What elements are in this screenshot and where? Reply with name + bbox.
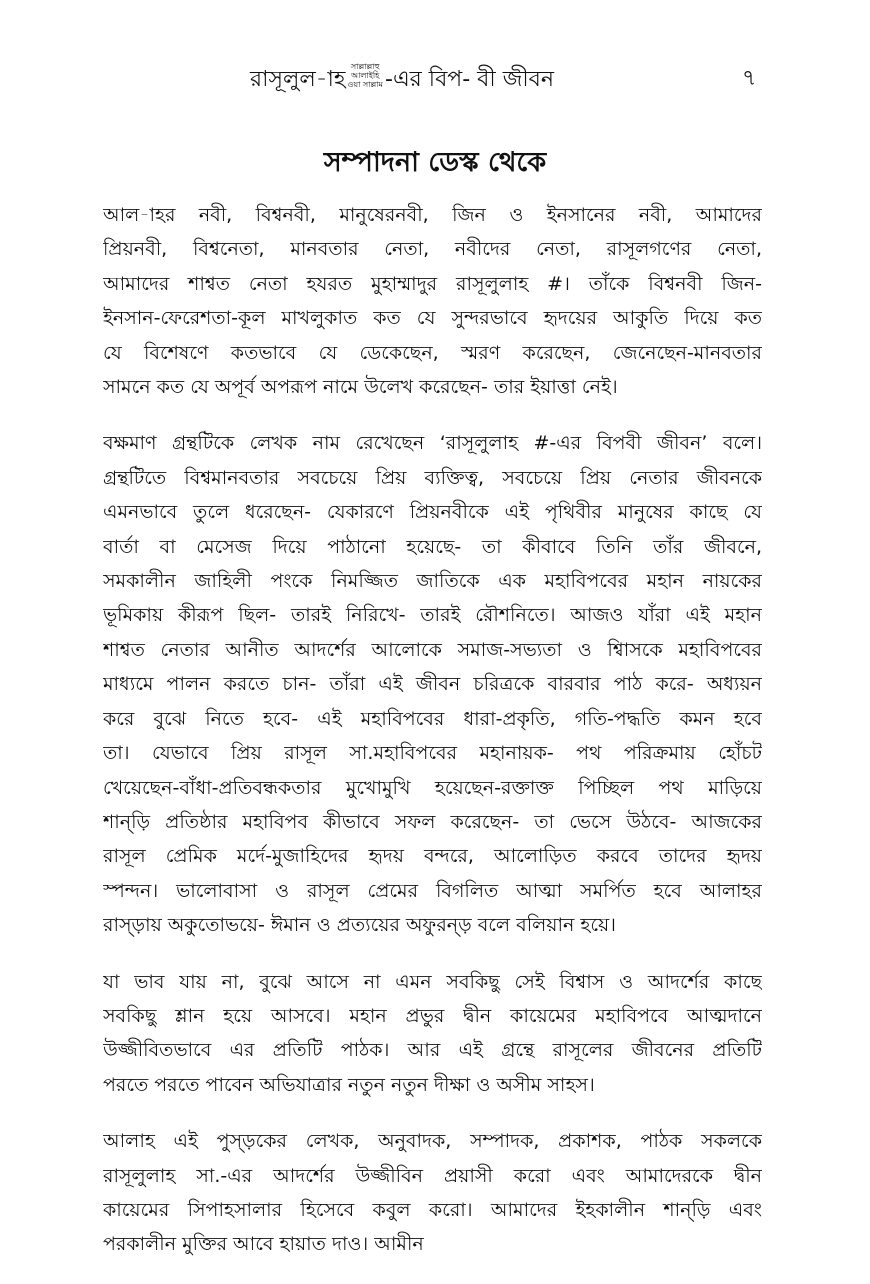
text-line: শাশ্বত নেতার আনীত আদর্শের আলোকে সমাজ-সভ্যতা ও শ্বিাসকে মহাবিপবের [103, 638, 762, 661]
header-title-suffix: -এর বিপ- বী জীবন [385, 66, 555, 92]
text-line: প্রিয়নবী, বিশ্বনেতা, মানবতার নেতা, নবীদের নেতা, রাসূলগণের নেতা, [103, 238, 762, 261]
text-line: যে বিশেষণে কতভাবে যে ডেকেছেন, স্মরণ করেছেন, জেনেছেন-মানবতার [103, 341, 762, 364]
section-heading: সম্পাদনা ডেস্ক থেকে [323, 147, 547, 178]
text-line: ইনসান-ফেরেশতা-কূল মাখলুকাত কত যে সুন্দরভাবে হৃদয়ের আকুতি দিয়ে কত [103, 307, 762, 330]
running-header [0, 58, 870, 98]
salutation-line: ওয়া সাল্লাম [347, 80, 383, 89]
text-line: তা। যেভাবে প্রিয় রাসূল সা.মহাবিপবের মহানায়ক- পথ পরিক্রমায় হোঁচট [103, 742, 762, 765]
text-line: আল-াহর নবী, বিশ্বনবী, মানুষেরনবী, জিন ও ইনসানের নবী, আমাদের [103, 204, 762, 226]
text-line: কায়েমের সিপাহসালার হিসেবে কবুল করো। আমাদের ইহকালীন শান্‌ড়ি এবং [103, 1198, 762, 1221]
body-text [103, 198, 762, 1284]
salutation-line: আলাইহি [351, 71, 380, 80]
text-line: আলাহ এই পুস্‌ড়কের লেখক, অনুবাদক, সম্পাদক, প্রকাশক, পাঠক সকলকে [103, 1130, 762, 1153]
text-line: স্পন্দন। ভালোবাসা ও রাসূল প্রেমের বিগলিত আত্মা সমর্পিত হবে আলাহর [103, 879, 762, 902]
text-line: পরতে পরতে পাবেন অভিযাত্রার নতুন নতুন দীক্ষা ও অসীম সাহস। [103, 1073, 595, 1096]
text-line: খেয়েছেন-বাঁধা-প্রতিবন্ধকতার মুখোমুখি হয়েছেন-রক্তাক্ত পিচ্ছিল পথ মাড়িয়ে [103, 776, 762, 799]
paragraph-1 [103, 198, 762, 404]
page-number: ৭ [742, 66, 757, 91]
text-line: বার্তা বা মেসেজ দিয়ে পাঠানো হয়েছে- তা কীবাবে তিনি তাঁর জীবনে, [103, 535, 762, 558]
text-line: যা ভাব যায় না, বুঝে আসে না এমন সবকিছু সেই বিশ্বাস ও আদর্শের কাছে [103, 970, 762, 993]
header-title-prefix: রাসূলুল-াহ [250, 66, 346, 92]
paragraph-2 [103, 426, 762, 942]
text-line: বক্ষমাণ গ্রন্থটিকে লেখক নাম রেখেছেন ‘রাসূলুলাহ #-এর বিপবী জীবন’ বলে। [103, 432, 762, 455]
text-line: ভূমিকায় কীরূপ ছিল- তারই নিরিখে- তারই রৌশনিতে। আজও যাঁরা এই মহান [103, 604, 762, 627]
text-line: রাসূল প্রেমিক মর্দে-মুজাহিদের হৃদয় বন্দরে, আলোড়িত করবে তাদের হৃদয় [103, 845, 762, 868]
text-line: করে বুঝে নিতে হবে- এই মহাবিপবের ধারা-প্রকৃতি, গতি-পদ্ধতি কমন হবে [103, 707, 762, 730]
text-line: পরকালীন মুক্তির আবে হায়াত দাও। আমীন [103, 1233, 424, 1256]
text-line: সমকালীন জাহিলী পংকে নিমজ্জিত জাতিকে এক মহাবিপবের মহান নায়কের [103, 570, 762, 593]
paragraph-4 [103, 1124, 762, 1262]
text-line: সামনে কত যে অপূর্ব অপরূপ নামে উলেখ করেছেন- তার ইয়াত্তা নেই। [103, 376, 618, 399]
text-line: সবকিছু শ্লান হয়ে আসবে। মহান প্রভুর দ্বীন কায়েমের মহাবিপবে আত্মদানে [103, 1004, 762, 1027]
text-line: রাসূলুলাহ সা.-এর আদর্শের উজ্জীবিন প্রয়াসী করো এবং আমাদেরকে দ্বীন [103, 1164, 762, 1187]
salutation-line: সাল্লাল্লাহু [350, 62, 380, 71]
running-header-title [250, 62, 555, 93]
text-line: উজ্জীবিতভাবে এর প্রতিটি পাঠক। আর এই গ্রন্থে রাসূলের জীবনের প্রতিটি [103, 1039, 762, 1062]
text-line: গ্রন্থটিতে বিশ্বমানবতার সবচেয়ে প্রিয় ব্যক্তিত্ব, সবচেয়ে প্রিয় নেতার জীবনকে [103, 466, 762, 489]
paragraph-3 [103, 965, 762, 1103]
text-line: মাধ্যমে পালন করতে চান- তাঁরা এই জীবন চরিত্রকে বারবার পাঠ করে- অধ্যয়ন [103, 673, 762, 696]
text-line: এমনভাবে তুলে ধরেছেন- যেকারণে প্রিয়নবীকে এই পৃথিবীর মানুষের কাছে যে [103, 501, 762, 524]
text-line: আমাদের শাশ্বত নেতা হযরত মুহাম্মাদুর রাসূলুলাহ #। তাঁকে বিশ্বনবী জিন- [103, 272, 762, 295]
salutation-calligraphy [347, 62, 383, 89]
text-line: শান্‌ড়ি প্রতিষ্ঠার মহাবিপব কীভাবে সফল করেছেন- তা ভেসে উঠবে- আজকের [103, 810, 762, 833]
text-line: রাস্‌ড়ায় অকুতোভয়ে- ঈমান ও প্রত্যয়ের অফুরন্‌ড় বলে বলিয়ান হয়ে। [103, 914, 616, 937]
